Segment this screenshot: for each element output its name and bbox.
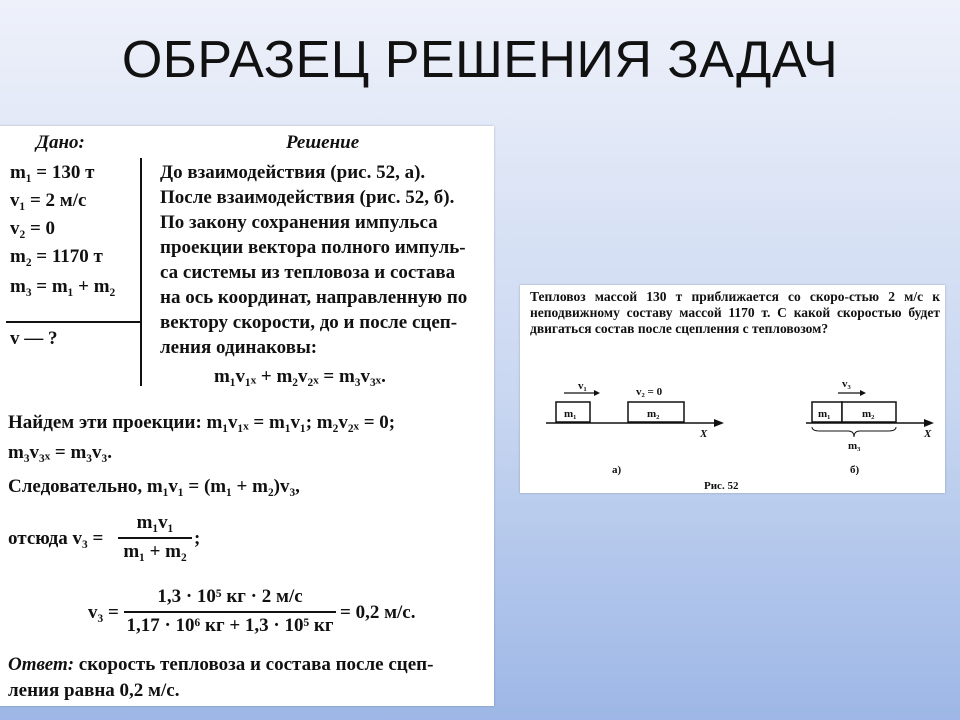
fraction-denominator: 1,17 · 10⁶ кг + 1,3 · 10⁵ кг [126,615,334,636]
given-heading: Дано: [36,132,85,153]
given-divider-vertical [140,158,142,386]
fig-b-label: б) [850,464,860,476]
axis-arrow-a [714,419,724,427]
problem-figure-card [520,285,945,493]
given-divider-horizontal [6,321,141,323]
given-item: m₃ = m₁ + m₂ [10,276,116,297]
answer-line-2: ления равна 0,2 м/с. [8,680,180,701]
fraction-numerator: 1,3 · 10⁵ кг · 2 м/с [157,586,303,607]
projections-line: Найдем эти проекции: m₁v₁ₓ = m₁v₁; m₂v₂ₓ = 0; [8,412,396,433]
slide-title: ОБРАЗЕЦ РЕШЕНИЯ ЗАДАЧ [121,31,839,89]
fraction-denominator: m₁ + m₂ [123,541,187,562]
m1-label-a: m₁ [564,408,577,420]
answer-line [8,654,433,676]
m2-label-b: m₂ [862,408,875,420]
hence-label: отсюда v₃ = [8,528,104,549]
figure-caption: Рис. 52 [704,480,739,492]
fraction-numerator: m₁v₁ [136,512,174,533]
v1-label: v₁ [578,380,587,392]
v3-label: v₃ [842,378,851,390]
v1-arrowhead [594,390,600,396]
fraction-numeric [124,586,336,640]
given-item: m₂ = 1170 т [10,246,103,267]
solution-line: ления одинаковы: [160,337,318,358]
solution-line: По закону сохранения импульса [160,212,438,233]
solution-document [0,126,494,706]
momentum-equation: m₁v₁ₓ + m₂v₂ₓ = m₃v₃ₓ. [214,366,386,387]
figure-52 [520,285,945,493]
given-item: m₁ = 130 т [10,162,95,183]
m1-label-b: m₁ [818,408,831,420]
solution-line: вектору скорости, до и после сцеп- [160,312,458,333]
projections-line-2: m₃v₃ₓ = m₃v₃. [8,442,112,463]
m3-label: m₃ [848,440,861,452]
final-result: = 0,2 м/с. [340,602,416,623]
solution-line: После взаимодействия (рис. 52, б). [160,187,455,208]
given-item: v₁ = 2 м/с [10,190,87,211]
fraction-end: ; [194,528,201,549]
solution-line: проекции вектора полного импуль- [160,237,466,258]
axis-arrow-b [924,419,934,427]
v2-label: v₂ = 0 [636,386,663,398]
problem-text: Тепловоз массой 130 т приближается со скоро-стью 2 м/с к неподвижному составу массой 1170 т. С какой скоростью будет двигаться состав после сцепления с тепловозом? [530,289,940,336]
fig-a-label: а) [612,464,622,476]
v3-arrowhead [860,390,866,396]
axis-x-label-b: X [924,428,932,440]
fraction-bar [124,611,336,613]
solution-line: на ось координат, направленную по [160,287,468,308]
final-label: v₃ = [88,602,119,623]
solution-heading: Решение [286,132,360,153]
m2-label-a: m₂ [647,408,660,420]
m3-brace [812,427,896,437]
fraction-bar [118,537,192,539]
given-item: v₂ = 0 [10,218,56,239]
solution-line: са системы из тепловоза и состава [160,262,456,283]
answer-text: скорость тепловоза и состава после сцеп- [74,654,434,675]
solution-line: До взаимодействия (рис. 52, а). [160,162,426,183]
answer-label: Ответ: [8,654,75,675]
unknown-item: v — ? [10,328,58,349]
axis-x-label-a: X [700,428,708,440]
therefore-line: Следовательно, m₁v₁ = (m₁ + m₂)v₃, [8,476,300,497]
fraction-v3 [118,512,192,566]
